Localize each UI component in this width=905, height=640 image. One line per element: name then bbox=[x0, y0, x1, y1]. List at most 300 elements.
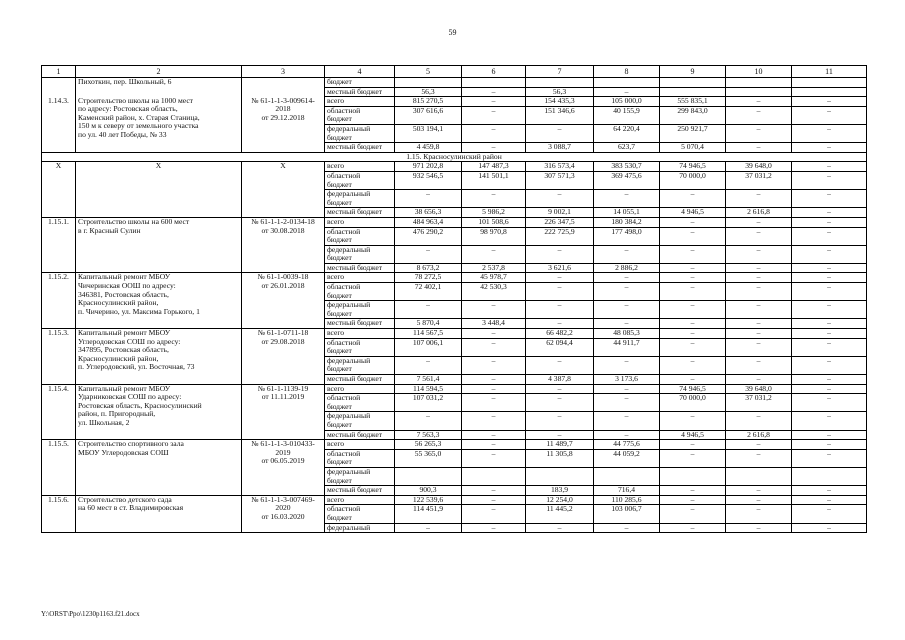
value-cell: – bbox=[726, 283, 792, 301]
value-cell: – bbox=[792, 523, 867, 533]
table-row bbox=[42, 329, 867, 339]
value-cell: – bbox=[792, 283, 867, 301]
value-cell: 2 616,8 bbox=[726, 208, 792, 218]
document-cell bbox=[242, 217, 325, 273]
value-cell: 39 648,0 bbox=[726, 384, 792, 394]
value-cell: 56,3 bbox=[526, 87, 594, 97]
funding-type-cell bbox=[325, 467, 395, 485]
value-cell: 5 986,2 bbox=[462, 208, 526, 218]
funding-type-line: федеральный bbox=[327, 523, 371, 532]
value-cell: – bbox=[660, 449, 726, 467]
object-name-line: ул. Школьная, 2 bbox=[78, 417, 130, 427]
value-cell: 476 290,2 bbox=[395, 227, 462, 245]
value-cell: – bbox=[792, 171, 867, 189]
table-row bbox=[42, 495, 867, 505]
funding-type-line: областной bbox=[327, 106, 361, 115]
value-cell: 307 616,6 bbox=[395, 106, 462, 124]
value-cell: 101 508,6 bbox=[462, 217, 526, 227]
value-cell: 110 285,6 bbox=[594, 495, 660, 505]
financing-table bbox=[41, 65, 867, 533]
funding-type-line: федеральный bbox=[327, 189, 371, 199]
object-name-line: п. Углеродовский, ул. Восточная, 73 bbox=[78, 362, 195, 372]
funding-type-line: бюджет bbox=[327, 197, 352, 207]
object-name-line: Пихоткин, пер. Школьный, 6 bbox=[78, 77, 172, 86]
value-cell: – bbox=[462, 430, 526, 440]
value-cell: – bbox=[660, 273, 726, 283]
funding-type-line: местный бюджет bbox=[327, 430, 383, 439]
code-cell: 1.15.5. bbox=[42, 440, 76, 496]
funding-type-line: местный бюджет bbox=[327, 263, 383, 272]
value-cell: 44 775,6 bbox=[594, 440, 660, 450]
value-cell: 48 085,3 bbox=[594, 329, 660, 339]
object-name-line: X bbox=[155, 161, 162, 171]
value-cell: – bbox=[792, 97, 867, 107]
value-cell: 40 155,9 bbox=[594, 106, 660, 124]
object-name-cell bbox=[76, 495, 242, 532]
value-cell: 70 000,0 bbox=[660, 394, 726, 412]
value-cell: – bbox=[594, 301, 660, 319]
value-cell: – bbox=[462, 356, 526, 374]
funding-type-cell bbox=[325, 97, 395, 107]
funding-type-cell bbox=[325, 245, 395, 263]
value-cell: 103 006,7 bbox=[594, 505, 660, 523]
value-cell: – bbox=[726, 301, 792, 319]
document-cell bbox=[242, 97, 325, 153]
document-line: № 61-1-0711-18 bbox=[257, 328, 309, 338]
document-cell bbox=[242, 273, 325, 329]
value-cell: – bbox=[660, 319, 726, 329]
object-name-line: Красносулинский район, bbox=[78, 353, 159, 363]
object-name-line: Капитальный ремонт МБОУ bbox=[78, 272, 171, 282]
table-row bbox=[42, 162, 867, 172]
value-cell: 151 346,6 bbox=[526, 106, 594, 124]
value-cell: 141 501,1 bbox=[462, 171, 526, 189]
code-cell: 1.15.4. bbox=[42, 384, 76, 440]
funding-type-line: федеральный bbox=[327, 300, 371, 310]
value-cell: – bbox=[462, 440, 526, 450]
value-cell: 815 270,5 bbox=[395, 97, 462, 107]
page-number: 59 bbox=[448, 28, 457, 37]
object-name-line: Углеродовская СОШ по адресу: bbox=[78, 336, 181, 346]
funding-type-line: бюджет bbox=[327, 235, 352, 245]
value-cell: 7 563,3 bbox=[395, 430, 462, 440]
value-cell: – bbox=[792, 394, 867, 412]
value-cell: – bbox=[792, 319, 867, 329]
funding-type-line: областной bbox=[327, 171, 361, 180]
value-cell: – bbox=[526, 273, 594, 283]
object-name-line: Строительство школы на 600 мест bbox=[78, 217, 190, 226]
value-cell: – bbox=[462, 375, 526, 385]
value-cell: 7 561,4 bbox=[395, 375, 462, 385]
value-cell: – bbox=[792, 505, 867, 523]
value-cell: 56,3 bbox=[395, 87, 462, 97]
value-cell: – bbox=[594, 384, 660, 394]
value-cell: – bbox=[526, 356, 594, 374]
funding-type-cell bbox=[325, 162, 395, 172]
funding-type-line: бюджет bbox=[327, 114, 352, 124]
value-cell: 2 886,2 bbox=[594, 263, 660, 273]
value-cell: – bbox=[660, 217, 726, 227]
value-cell: – bbox=[726, 329, 792, 339]
funding-type-line: всего bbox=[327, 495, 345, 504]
funding-type-line: бюджет bbox=[327, 132, 352, 142]
value-cell: – bbox=[462, 412, 526, 430]
value-cell: 105 000,0 bbox=[594, 97, 660, 107]
value-cell: 154 435,3 bbox=[526, 97, 594, 107]
object-name-cell bbox=[76, 78, 242, 97]
value-cell: – bbox=[660, 523, 726, 533]
value-cell: – bbox=[726, 440, 792, 450]
object-name-cell bbox=[76, 217, 242, 273]
document-cell bbox=[242, 162, 325, 218]
value-cell: 39 648,0 bbox=[726, 162, 792, 172]
value-cell: – bbox=[395, 356, 462, 374]
funding-type-cell bbox=[325, 227, 395, 245]
value-cell: – bbox=[792, 486, 867, 496]
table-row bbox=[42, 97, 867, 107]
document-line: № 61-1-0039-18 bbox=[257, 272, 309, 282]
object-name-cell bbox=[76, 162, 242, 218]
value-cell: 11 445,2 bbox=[526, 505, 594, 523]
funding-type-line: бюджет bbox=[327, 457, 352, 467]
value-cell bbox=[462, 78, 526, 88]
value-cell: 299 843,0 bbox=[660, 106, 726, 124]
value-cell: – bbox=[526, 430, 594, 440]
value-cell bbox=[526, 467, 594, 485]
value-cell: 555 835,1 bbox=[660, 97, 726, 107]
value-cell: – bbox=[594, 273, 660, 283]
header-row bbox=[42, 66, 867, 78]
value-cell bbox=[726, 467, 792, 485]
funding-type-line: бюджет bbox=[327, 179, 352, 189]
value-cell: 177 498,0 bbox=[594, 227, 660, 245]
value-cell: 369 475,6 bbox=[594, 171, 660, 189]
value-cell: – bbox=[594, 87, 660, 97]
header-cell: 1 bbox=[42, 66, 76, 78]
document-line: от 11.11.2019 bbox=[261, 392, 305, 402]
file-path-footer: Y:\ORST\Ppo\1230p1163.f21.docx bbox=[41, 610, 140, 618]
value-cell: – bbox=[726, 412, 792, 430]
object-name-line: Ударниковская СОШ по адресу: bbox=[78, 392, 182, 402]
document-line: от 29.08.2018 bbox=[261, 336, 305, 346]
document-line: от 06.05.2019 bbox=[261, 456, 305, 466]
value-cell: – bbox=[462, 523, 526, 533]
funding-type-line: всего bbox=[327, 328, 345, 338]
document-cell bbox=[242, 384, 325, 440]
value-cell: – bbox=[660, 495, 726, 505]
value-cell: – bbox=[792, 329, 867, 339]
value-cell: 64 220,4 bbox=[594, 124, 660, 142]
document-line: № 61-1-1-3-010433- bbox=[251, 439, 315, 449]
value-cell: – bbox=[792, 273, 867, 283]
document-line: № 61-1-1-3-007469- bbox=[251, 495, 315, 504]
value-cell: – bbox=[462, 486, 526, 496]
funding-type-line: бюджет bbox=[327, 475, 352, 485]
value-cell: – bbox=[660, 375, 726, 385]
value-cell: – bbox=[792, 124, 867, 142]
value-cell: – bbox=[594, 394, 660, 412]
value-cell: – bbox=[726, 273, 792, 283]
value-cell: – bbox=[792, 245, 867, 263]
document-line: от 26.01.2018 bbox=[261, 281, 305, 291]
value-cell: – bbox=[526, 394, 594, 412]
funding-type-line: бюджет bbox=[327, 308, 352, 318]
funding-type-cell bbox=[325, 394, 395, 412]
value-cell: 4 387,8 bbox=[526, 375, 594, 385]
object-name-line: Каменский район, х. Старая Станица, bbox=[78, 112, 200, 122]
object-name-line: Строительство школы на 1000 мест bbox=[78, 96, 194, 105]
table-row bbox=[42, 440, 867, 450]
value-cell: – bbox=[594, 523, 660, 533]
document-line: № 61-1-1-3-009614- bbox=[251, 96, 315, 105]
object-name-cell bbox=[76, 97, 242, 153]
value-cell: 70 000,0 bbox=[660, 171, 726, 189]
object-name-line: Строительство спортивного зала bbox=[78, 439, 184, 449]
funding-type-line: федеральный bbox=[327, 356, 371, 365]
document-line: X bbox=[280, 161, 286, 171]
header-cell: 5 bbox=[395, 66, 462, 78]
value-cell: 114 594,5 bbox=[395, 384, 462, 394]
funding-type-cell bbox=[325, 283, 395, 301]
value-cell: 114 451,9 bbox=[395, 505, 462, 523]
document-line: 2019 bbox=[275, 447, 291, 457]
funding-type-cell bbox=[325, 319, 395, 329]
object-name-line: Капитальный ремонт МБОУ bbox=[78, 328, 171, 338]
value-cell: – bbox=[526, 319, 594, 329]
value-cell: – bbox=[526, 190, 594, 208]
value-cell: – bbox=[660, 338, 726, 356]
value-cell: – bbox=[726, 495, 792, 505]
value-cell: – bbox=[726, 143, 792, 153]
value-cell: – bbox=[462, 301, 526, 319]
object-name-cell bbox=[76, 440, 242, 496]
table-row bbox=[42, 384, 867, 394]
value-cell: – bbox=[792, 375, 867, 385]
value-cell: – bbox=[526, 384, 594, 394]
funding-type-cell bbox=[325, 486, 395, 496]
object-name-line: 347895, Ростовская область, bbox=[78, 345, 169, 355]
code-cell: 1.14.3. bbox=[42, 97, 76, 153]
value-cell: – bbox=[792, 412, 867, 430]
value-cell: – bbox=[462, 505, 526, 523]
object-name-line: по адресу: Ростовская область, bbox=[78, 104, 178, 114]
header-cell: 9 bbox=[660, 66, 726, 78]
value-cell: – bbox=[462, 384, 526, 394]
value-cell: – bbox=[792, 190, 867, 208]
value-cell: – bbox=[660, 283, 726, 301]
document-cell bbox=[242, 495, 325, 532]
value-cell: – bbox=[660, 263, 726, 273]
value-cell: 183,9 bbox=[526, 486, 594, 496]
value-cell bbox=[594, 78, 660, 88]
value-cell: 45 978,7 bbox=[462, 273, 526, 283]
value-cell: 37 031,2 bbox=[726, 171, 792, 189]
value-cell: 4 946,5 bbox=[660, 430, 726, 440]
document-line: от 16.03.2020 bbox=[261, 511, 305, 521]
value-cell: 383 530,7 bbox=[594, 162, 660, 172]
document-cell bbox=[242, 329, 325, 385]
value-cell: – bbox=[792, 227, 867, 245]
value-cell: 62 094,4 bbox=[526, 338, 594, 356]
value-cell: – bbox=[526, 245, 594, 263]
object-name-cell bbox=[76, 329, 242, 385]
table-row bbox=[42, 78, 867, 88]
value-cell bbox=[792, 78, 867, 88]
value-cell bbox=[726, 87, 792, 97]
value-cell: – bbox=[792, 143, 867, 153]
value-cell: – bbox=[526, 301, 594, 319]
value-cell: 623,7 bbox=[594, 143, 660, 153]
value-cell: 74 946,5 bbox=[660, 384, 726, 394]
value-cell: – bbox=[726, 190, 792, 208]
value-cell: 971 202,8 bbox=[395, 162, 462, 172]
object-name-line: 346381, Ростовская область, bbox=[78, 289, 169, 299]
document-line: № 61-1-1-2-0134-18 bbox=[251, 217, 315, 226]
funding-type-cell bbox=[325, 505, 395, 523]
district-title: 1.15. Красносулинский район bbox=[42, 152, 867, 162]
object-name-line: МБОУ Углеродовская СОШ bbox=[78, 447, 169, 457]
value-cell bbox=[462, 467, 526, 485]
value-cell bbox=[726, 78, 792, 88]
value-cell: – bbox=[726, 319, 792, 329]
funding-type-cell bbox=[325, 208, 395, 218]
value-cell: – bbox=[726, 356, 792, 374]
value-cell: – bbox=[792, 217, 867, 227]
funding-type-line: бюджет bbox=[327, 401, 352, 411]
object-name-line: по ул. 40 лет Победы, № 33 bbox=[78, 130, 167, 140]
value-cell bbox=[594, 467, 660, 485]
funding-type-cell bbox=[325, 338, 395, 356]
value-cell: – bbox=[526, 283, 594, 301]
value-cell: – bbox=[395, 523, 462, 533]
value-cell: – bbox=[594, 245, 660, 263]
value-cell: 55 365,0 bbox=[395, 449, 462, 467]
value-cell: 3 448,4 bbox=[462, 319, 526, 329]
header-cell: 2 bbox=[76, 66, 242, 78]
value-cell: 12 254,0 bbox=[526, 495, 594, 505]
value-cell: 11 489,7 bbox=[526, 440, 594, 450]
code-cell: 1.15.3. bbox=[42, 329, 76, 385]
value-cell: – bbox=[660, 227, 726, 245]
value-cell: 716,4 bbox=[594, 486, 660, 496]
value-cell: – bbox=[792, 384, 867, 394]
funding-type-cell bbox=[325, 263, 395, 273]
funding-type-cell bbox=[325, 301, 395, 319]
value-cell: 38 656,3 bbox=[395, 208, 462, 218]
funding-type-cell bbox=[325, 375, 395, 385]
value-cell: – bbox=[462, 338, 526, 356]
value-cell: – bbox=[594, 430, 660, 440]
value-cell: – bbox=[526, 412, 594, 430]
value-cell: – bbox=[594, 319, 660, 329]
value-cell: – bbox=[462, 245, 526, 263]
header-cell: 7 bbox=[526, 66, 594, 78]
value-cell: – bbox=[726, 227, 792, 245]
value-cell: – bbox=[792, 356, 867, 374]
object-name-line: в г. Красный Сулин bbox=[78, 225, 141, 235]
header-cell: 4 bbox=[325, 66, 395, 78]
value-cell: – bbox=[726, 245, 792, 263]
object-name-line: на 60 мест в ст. Владимировская bbox=[78, 503, 184, 513]
value-cell: – bbox=[395, 245, 462, 263]
funding-type-cell bbox=[325, 495, 395, 505]
value-cell bbox=[526, 78, 594, 88]
document-line: 2020 bbox=[275, 503, 291, 513]
funding-type-line: областной bbox=[327, 282, 361, 292]
object-name-line: Красносулинский район, bbox=[78, 298, 159, 308]
funding-type-line: местный бюджет bbox=[327, 374, 383, 383]
value-cell: – bbox=[594, 283, 660, 301]
value-cell: 107 031,2 bbox=[395, 394, 462, 412]
value-cell bbox=[395, 467, 462, 485]
value-cell: – bbox=[792, 263, 867, 273]
funding-type-line: всего bbox=[327, 439, 345, 449]
value-cell: – bbox=[660, 486, 726, 496]
value-cell: 72 402,1 bbox=[395, 283, 462, 301]
funding-type-line: областной bbox=[327, 449, 361, 458]
value-cell: – bbox=[726, 449, 792, 467]
value-cell: – bbox=[726, 217, 792, 227]
document-line: от 29.12.2018 bbox=[261, 112, 305, 122]
funding-type-cell bbox=[325, 430, 395, 440]
value-cell: – bbox=[462, 106, 526, 124]
value-cell: 222 725,9 bbox=[526, 227, 594, 245]
value-cell: – bbox=[526, 124, 594, 142]
funding-type-cell bbox=[325, 356, 395, 374]
value-cell: 4 946,5 bbox=[660, 208, 726, 218]
funding-type-line: областной bbox=[327, 393, 361, 403]
object-name-line: п. Чичерино, ул. Максима Горького, 1 bbox=[78, 306, 200, 316]
value-cell: 66 482,2 bbox=[526, 329, 594, 339]
value-cell: 98 970,8 bbox=[462, 227, 526, 245]
header-cell: 3 bbox=[242, 66, 325, 78]
value-cell bbox=[660, 467, 726, 485]
value-cell: 2 616,8 bbox=[726, 430, 792, 440]
funding-type-line: всего bbox=[327, 217, 345, 226]
value-cell: – bbox=[594, 412, 660, 430]
value-cell: – bbox=[395, 301, 462, 319]
value-cell: 5 070,4 bbox=[660, 143, 726, 153]
funding-type-line: всего bbox=[327, 384, 345, 393]
value-cell: – bbox=[462, 495, 526, 505]
object-name-cell bbox=[76, 384, 242, 440]
funding-type-cell bbox=[325, 124, 395, 142]
header-cell: 11 bbox=[792, 66, 867, 78]
value-cell: – bbox=[462, 87, 526, 97]
funding-type-line: бюджет bbox=[327, 290, 352, 300]
table-row bbox=[42, 217, 867, 227]
value-cell bbox=[660, 87, 726, 97]
header-cell: 6 bbox=[462, 66, 526, 78]
value-cell: 44 911,7 bbox=[594, 338, 660, 356]
value-cell: – bbox=[792, 301, 867, 319]
header-cell: 10 bbox=[726, 66, 792, 78]
funding-type-line: бюджет bbox=[327, 346, 352, 356]
value-cell: 3 173,6 bbox=[594, 375, 660, 385]
value-cell: 114 567,5 bbox=[395, 329, 462, 339]
district-row bbox=[42, 152, 867, 162]
funding-type-cell bbox=[325, 190, 395, 208]
value-cell: 316 573,4 bbox=[526, 162, 594, 172]
funding-type-line: федеральный bbox=[327, 245, 371, 254]
code-cell: 1.15.6. bbox=[42, 495, 76, 532]
value-cell: 484 963,4 bbox=[395, 217, 462, 227]
value-cell: – bbox=[726, 338, 792, 356]
value-cell: – bbox=[462, 329, 526, 339]
value-cell: – bbox=[792, 338, 867, 356]
funding-type-cell: местный бюджет bbox=[325, 87, 395, 97]
funding-type-line: областной bbox=[327, 504, 361, 514]
